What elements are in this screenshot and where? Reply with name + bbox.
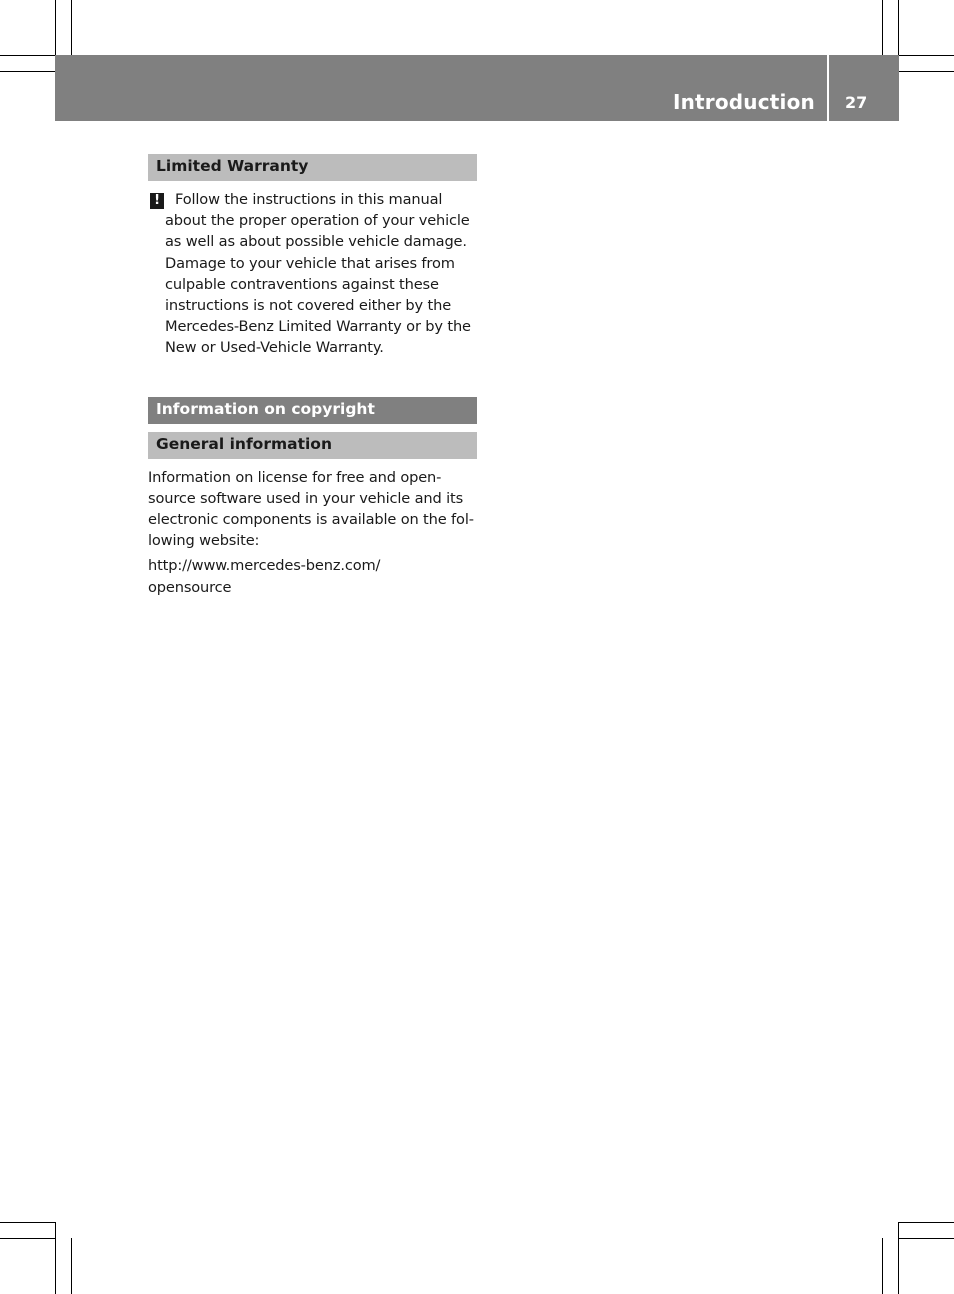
section-heading-general-information: General information [148,432,477,459]
exclamation-warning-icon: ! [150,193,164,209]
crop-mark [898,1222,899,1294]
crop-mark [71,0,72,55]
crop-mark [882,0,883,55]
crop-mark [0,1222,55,1223]
crop-mark [71,1238,72,1294]
paragraph-line: lowing website: [148,532,260,550]
paragraph-line: Information on license for free and open- [148,468,442,486]
url-line: http://www.mercedes-benz.com/ [148,557,381,575]
crop-mark [55,1222,56,1294]
warning-line: New or Used-Vehicle Warranty. [165,339,384,357]
section-heading-copyright: Information on copyright [148,397,477,424]
crop-mark [899,1238,954,1239]
crop-mark [0,71,55,72]
paragraph-line: electronic components is available on the fol- [148,511,474,529]
crop-mark [882,1238,883,1294]
crop-mark [899,71,954,72]
warning-note [148,189,477,359]
general-information-paragraph [148,467,477,552]
warning-line: as well as about possible vehicle damage. [165,233,467,251]
header-divider [827,55,829,121]
warning-line: about the proper operation of your vehicle [165,212,470,230]
content-column [148,154,477,598]
warning-line: Follow the instructions in this manual [175,191,443,208]
warning-line: Damage to your vehicle that arises from [165,254,455,272]
opensource-url [148,555,477,597]
chapter-title: Introduction [672,90,815,114]
section-heading-limited-warranty: Limited Warranty [148,154,477,181]
crop-mark [0,1238,55,1239]
crop-mark [899,55,954,56]
page-number: 27 [845,93,868,112]
url-line: opensource [148,578,232,596]
crop-mark [899,1222,954,1223]
warning-line: instructions is not covered either by the [165,297,452,315]
crop-mark [55,0,56,55]
warning-line: Mercedes-Benz Limited Warranty or by the [165,318,471,336]
paragraph-line: source software used in your vehicle and its [148,489,464,507]
crop-mark [898,0,899,55]
crop-mark [0,55,55,56]
warning-line: culpable contraventions against these [165,275,439,293]
